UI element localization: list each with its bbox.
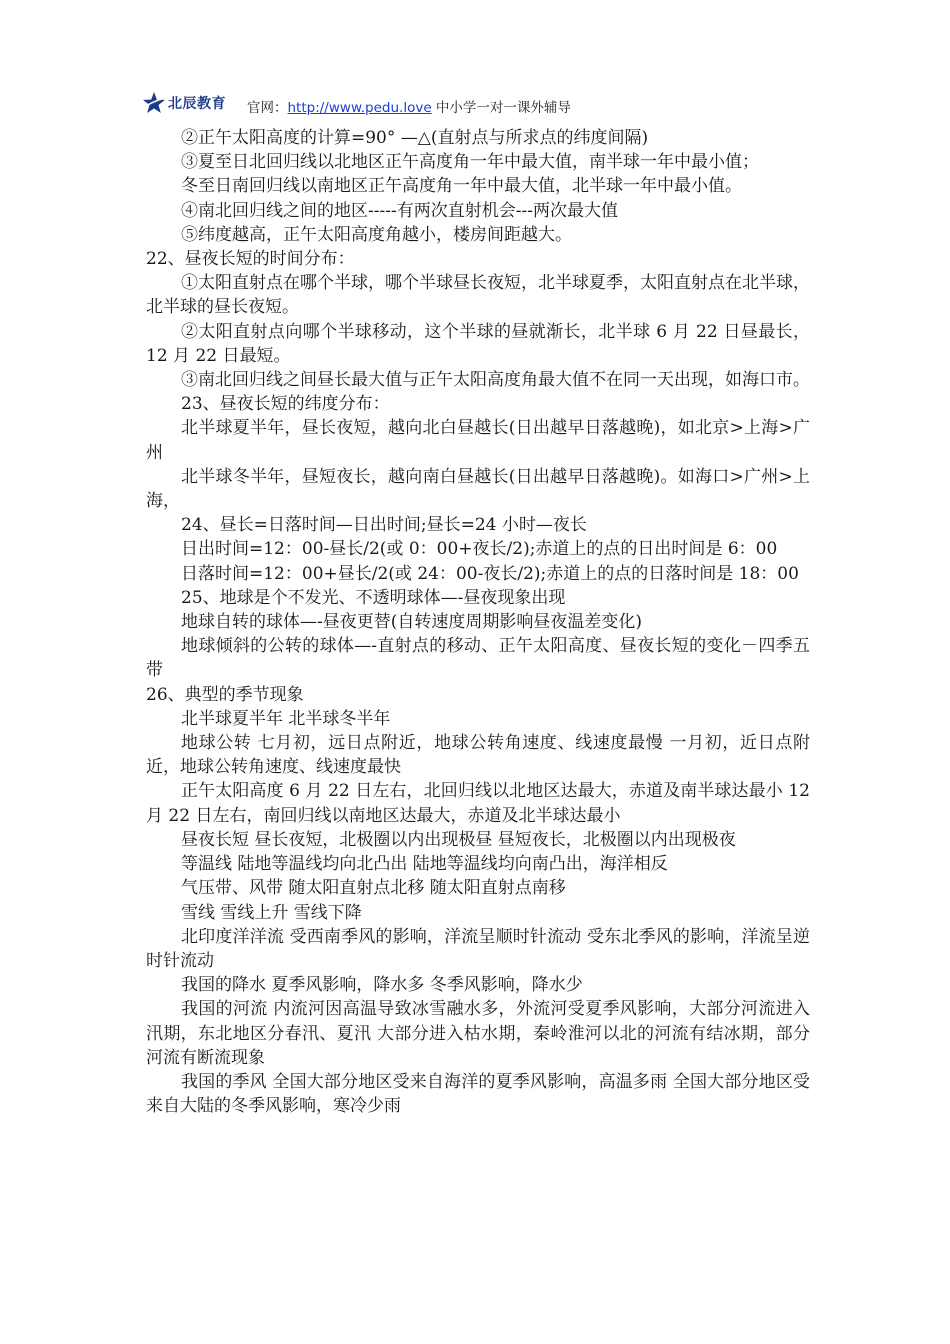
paragraph: ④南北回归线之间的地区-----有两次直射机会---两次最大值 [181, 200, 618, 221]
paragraph: 22、昼夜长短的时间分布： [146, 249, 355, 270]
paragraph: 日出时间=12：00-昼长/2(或 0：00+夜长/2);赤道上的点的日出时间是 6：00 [181, 539, 778, 560]
paragraph: 我国的季风 全国大部分地区受来自海洋的夏季风影响，高温多雨 全国大部分地区受来自大陆的冬季风影响，寒冷少雨 [146, 1071, 810, 1117]
paragraph: ②太阳直射点向哪个半球移动，这个半球的昼就渐长，北半球 6 月 22 日昼最长，12 月 22 日最短。 [146, 321, 810, 366]
paragraph: 地球自转的球体—-昼夜更替(自转速度周期影响昼夜温差变化) [181, 612, 643, 633]
paragraph: 24、昼长=日落时间—日出时间;昼长=24 小时—夜长 [181, 515, 587, 536]
logo [142, 88, 226, 118]
paragraph: ①太阳直射点在哪个半球，哪个半球昼长夜短，北半球夏季，太阳直射点在北半球，北半球的昼长夜短。 [146, 273, 810, 318]
paragraph: 雪线 雪线上升 雪线下降 [181, 902, 362, 923]
star-logo-icon [142, 91, 166, 115]
document-body [146, 126, 810, 1118]
paragraph: 北半球冬半年，昼短夜长，越向南白昼越长(日出越早日落越晚)。如海口>广州>上海， [146, 466, 810, 512]
paragraph: 我国的降水 夏季风影响，降水多 冬季风影响，降水少 [181, 975, 583, 996]
paragraph: 25、地球是个不发光、不透明球体—-昼夜现象出现 [181, 587, 566, 608]
paragraph: 北半球夏半年，昼长夜短，越向北白昼越长(日出越早日落越晚)，如北京>上海>广州 [146, 418, 810, 463]
paragraph: 北半球夏半年 北半球冬半年 [181, 708, 391, 729]
paragraph: ⑤纬度越高，正午太阳高度角越小，楼房间距越大。 [181, 224, 572, 245]
paragraph: 我国的河流 内流河因高温导致冰雪融水多，外流河受夏季风影响，大部分河流进入汛期，东北地区分春汛、夏汛 大部分进入枯水期，秦岭淮河以北的河流有结冰期，部分河流有断流现象 [146, 999, 810, 1068]
site-label: 官网： [247, 100, 288, 116]
paragraph: 正午太阳高度 6 月 22 日左右，北回归线以北地区达最大，赤道及南半球达最小 12 月 22 日左右，南回归线以南地区达最大，赤道及北半球达最小 [146, 781, 810, 826]
paragraph: 地球倾斜的公转的球体—-直射点的移动、正午太阳高度、昼夜长短的变化－四季五带 [146, 636, 810, 681]
logo-text: 北辰教育 [168, 96, 226, 112]
paragraph: ②正午太阳高度的计算=90° —△(直射点与所求点的纬度间隔) [181, 128, 649, 148]
page-header [142, 86, 842, 120]
paragraph: 冬至日南回归线以南地区正午高度角一年中最大值，北半球一年中最小值。 [181, 176, 742, 197]
paragraph: 气压带、风带 随太阳直射点北移 随太阳直射点南移 [181, 878, 566, 899]
paragraph: 等温线 陆地等温线均向北凸出 陆地等温线均向南凸出，海洋相反 [181, 854, 668, 875]
paragraph: 日落时间=12：00+昼长/2(或 24：00-夜长/2);赤道上的点的日落时间是 18：00 [181, 563, 799, 584]
paragraph: 26、典型的季节现象 [146, 684, 304, 705]
paragraph: 地球公转 七月初，远日点附近，地球公转角速度、线速度最慢 一月初，近日点附近，地球公转角速度、线速度最快 [146, 733, 810, 778]
paragraph: 北印度洋洋流 受西南季风的影响，洋流呈顺时针流动 受东北季风的影响，洋流呈逆时针流动 [146, 926, 810, 971]
paragraph: ③南北回归线之间昼长最大值与正午太阳高度角最大值不在同一天出现，如海口市。 [181, 370, 810, 391]
header-info [247, 96, 571, 116]
paragraph: ③夏至日北回归线以北地区正午高度角一年中最大值，南半球一年中最小值； [181, 152, 759, 173]
site-link[interactable]: http://www.pedu.love [287, 100, 432, 116]
paragraph: 23、昼夜长短的纬度分布： [181, 394, 390, 415]
tagline: 中小学一对一课外辅导 [431, 100, 571, 116]
paragraph: 昼夜长短 昼长夜短，北极圈以内出现极昼 昼短夜长，北极圈以内出现极夜 [181, 829, 736, 850]
